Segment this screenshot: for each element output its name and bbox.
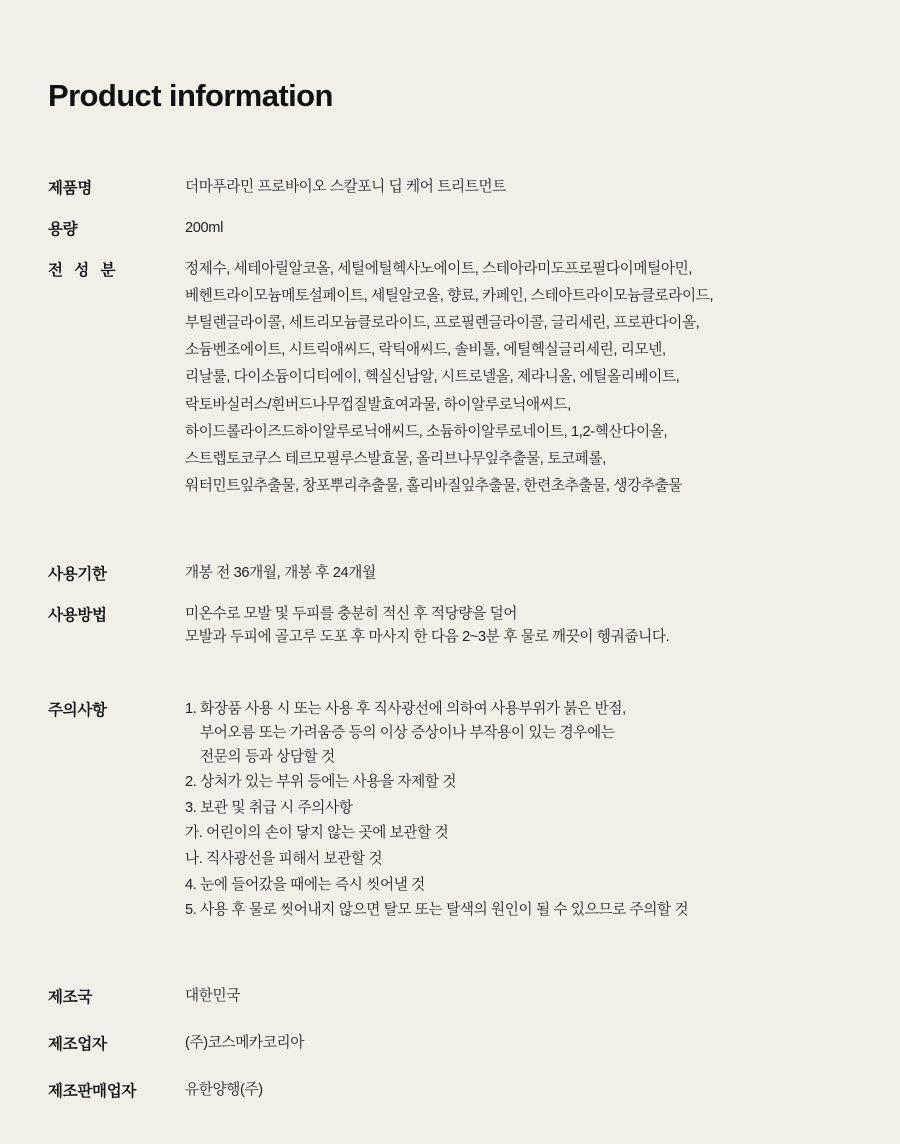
ingredients-line: 정제수, 세테아릴알코올, 세틸에틸헥사노에이트, 스테아라미도프로필다이메틸아민,: [185, 261, 693, 278]
row-manufacturer: [48, 1032, 852, 1057]
value-usage: [185, 603, 852, 648]
caution-list: [185, 698, 852, 923]
section-spacer: [48, 941, 852, 985]
ingredients-line: 리날룰, 다이소듐이디티에이, 헥실신남알, 시트로넬올, 제라니올, 에틸올리베이트,: [185, 369, 680, 386]
label-distributor: 제조판매업자: [48, 1083, 137, 1101]
value-product-name: 더마푸라민 프로바이오 스칼포니 딥 케어 트리트먼트: [185, 179, 506, 195]
label-volume: 용량: [48, 221, 78, 239]
label-ingredients: 전 성 분: [48, 262, 120, 280]
label-expiry: 사용기한: [48, 566, 107, 584]
label-product-name: 제품명: [48, 180, 93, 197]
label-manufacturer: 제조업자: [48, 1036, 107, 1054]
list-item: [185, 848, 852, 872]
usage-line: 미온수로 모발 및 두피를 충분히 적신 후 적당량을 덜어: [185, 606, 518, 623]
caution-text: 3. 보관 및 취급 시 주의사항: [185, 799, 353, 816]
value-country: 대한민국: [185, 988, 240, 1005]
value-manufacturer: (주)코스메카코리아: [185, 1035, 305, 1052]
caution-text: 가. 어린이의 손이 닿지 않는 곳에 보관할 것: [185, 825, 449, 842]
caution-continuation: 부어오름 또는 가려움증 등의 이상 증상이나 부작용이 있는 경우에는: [200, 724, 615, 741]
list-item: [185, 797, 852, 821]
list-item: [185, 822, 852, 846]
usage-line: 모발과 두피에 골고루 도포 후 마사지 한 다음 2~3분 후 물로 깨끗이 헹궈줍니다.: [185, 628, 670, 645]
caution-text: 5. 사용 후 물로 씻어내지 않으면 탈모 또는 탈색의 원인이 될 수 있으므로 주의할 것: [185, 902, 689, 919]
value-volume: 200ml: [185, 220, 223, 237]
caution-continuation: 전문의 등과 상담할 것: [200, 748, 335, 765]
row-product-name: [48, 176, 852, 201]
list-item: [185, 874, 852, 898]
row-usage: [48, 603, 852, 648]
ingredients-line: 베헨트라이모늄메토설페이트, 세틸알코올, 향료, 카페인, 스테아트라이모늄클로라이드,: [185, 288, 714, 305]
label-cautions: 주의사항: [48, 702, 107, 720]
ingredients-line: 소듐벤조에이트, 시트릭애씨드, 락틱애씨드, 솔비톨, 에틸헥실글리세린, 리모넨,: [185, 342, 666, 359]
page-title: Product information: [48, 78, 333, 113]
value-expiry: 개봉 전 36개월, 개봉 후 24개월: [185, 565, 376, 582]
ingredients-line: 하이드롤라이즈드하이알루로닉애씨드, 소듐하이알루로네이트, 1,2-헥산다이올,: [185, 423, 668, 440]
value-cautions: [185, 698, 852, 925]
row-country: [48, 985, 852, 1010]
value-distributor: 유한양행(주): [185, 1082, 263, 1099]
ingredients-line: 부틸렌글라이콜, 세트리모늄클로라이드, 프로필렌글라이콜, 글리세린, 프로판다이올,: [185, 315, 700, 332]
caution-text: 1. 화장품 사용 시 또는 사용 후 직사광선에 의하여 사용부위가 붉은 반점,: [185, 701, 626, 718]
label-usage: 사용방법: [48, 607, 107, 625]
row-cautions: [48, 698, 852, 925]
list-item: [185, 698, 852, 769]
caution-text: 나. 직사광선을 피해서 보관할 것: [185, 851, 383, 868]
ingredients-line: 락토바실러스/흰버드나무껍질발효여과물, 하이알루로닉애씨드,: [185, 396, 572, 413]
caution-text: 2. 상처가 있는 부위 등에는 사용을 자제할 것: [185, 774, 457, 791]
section-spacer: [48, 518, 852, 562]
value-ingredients: [185, 258, 852, 502]
ingredients-line: 스트렙토코쿠스 테르모필루스발효물, 올리브나무잎추출물, 토코페롤,: [185, 450, 606, 467]
row-distributor: [48, 1079, 852, 1104]
row-ingredients: [48, 258, 852, 502]
row-expiry: [48, 562, 852, 587]
caution-text: 4. 눈에 들어갔을 때에는 즉시 씻어낼 것: [185, 876, 425, 893]
label-country: 제조국: [48, 989, 93, 1007]
row-volume: [48, 217, 852, 242]
ingredients-line: 워터민트잎추출물, 창포뿌리추출물, 홀리바질잎추출물, 한련초추출물, 생강추출물: [185, 477, 683, 494]
list-item: [185, 899, 852, 923]
list-item: [185, 771, 852, 795]
section-spacer: [48, 664, 852, 698]
